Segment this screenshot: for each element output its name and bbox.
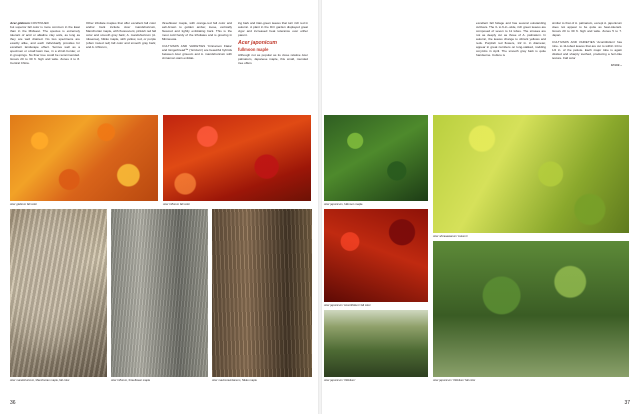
column-4-text-2: Although not as popular as its close relative Acer palmatum, Japanese maple, this small, rounded tree offers [238, 53, 308, 65]
column-1-body [10, 22, 80, 65]
column-6-varieties [552, 41, 622, 61]
photo-acer-japonicum-aconitifolium [324, 209, 428, 302]
column-4-text: ing bark and titan-green leaves that turn rich red in autumn. A plant in the Dirr garden displayed great vigor and increased heat tolerance over either parent. [238, 21, 308, 37]
column-3-varieties [162, 45, 232, 61]
caption-rest: 'Vitifolium' fall color [451, 379, 476, 382]
caption-species: Acer japonicum [433, 379, 452, 382]
caption-acer-japonicum-aconitifolium [324, 304, 430, 307]
text-column-5 [476, 22, 546, 61]
page-number-left: 36 [10, 400, 16, 406]
text-column-1 [10, 22, 80, 68]
caption-rest: fall color [179, 203, 190, 206]
page-number-right: 37 [624, 400, 630, 406]
caption-rest: , Nikko maple [240, 379, 257, 382]
caption-species: Acer maximowiczianum [212, 379, 241, 382]
caption-rest: , threeflower maple [127, 379, 151, 382]
photo-acer-japonicum-vitifolium-fall-color [433, 241, 629, 377]
caption-rest: 'Vitifolium' [342, 379, 356, 382]
column-6-text: similar to that of A. palmatum, except A. japonicum does not appear to be quite as heat-tolerant. Grows 20 to 30 ft. high and wide. Zones 5 to 7. Japan. [552, 21, 622, 37]
text-column-6 [552, 22, 622, 67]
text-column-2 [86, 22, 156, 53]
caption-acer-maximowiczianum [212, 379, 316, 382]
caption-rest: 'Aconitifolium' fall color [342, 304, 371, 307]
photo-acer-glabrum-fall-color [10, 115, 158, 201]
caption-acer-triflorum [163, 203, 313, 206]
caption-acer-japonicum-vitifolium-fall [433, 379, 631, 382]
run-in-continued: CONTINUED [30, 21, 49, 25]
column-1-text: but superior fall color is more common in the East than in the Midwest. The species is extremely tolerant of acid or alkaline clay soils, as long as they are well drained. No two specimens are exactly alike, and each individually provides for excellent landscape effect. Somva well as a specimen or small lawn tree, in a shrub border, or in groupings. No finer tree could be recommended. Grows 20 to 30 ft. high and wide. Zones 4 to 8. Central China. [10, 24, 80, 65]
caption-rest: , fullmoon maple [342, 203, 363, 206]
caption-acer-japonicum-vitifolium [324, 379, 430, 382]
caption-species: Acer triflorum [163, 203, 180, 206]
photo-acer-maximowiczianum-bark [212, 209, 312, 377]
caption-species: Acer triflorum [111, 379, 128, 382]
caption-species: Acer mandshuricum [10, 379, 35, 382]
column-2-text: Other trifoliate maples that offer excellent fall color and/or bark include Acer mandshuricum, Manchurian maple, with fluorescent, pinkish red fall color and smooth gray bark; A. mandshuricum (A. nikoense), Nikko maple, with yellow, red, or purple (often muted red) fall color and smooth gray bark; and A. triflorum, [86, 21, 156, 49]
photo-acer-japonicum-fullmoon-maple [324, 115, 428, 201]
photo-acer-shirasawanum-autumn [433, 115, 629, 233]
column-5-text: excellent fall foliage and has several outstanding cultivars. The 3- to 6-in.-wide, rich green leaves are composed of seven to 11 lobes. The sinuses are not as deeply cut as those of A. palmatum. In autumn, the leaves change to vibrant yellows and reds. Purplish red flowers, 1/2 in. in diameter, appear in great numbers on long-stalked, nodding corymbs in April. The smooth gray bark is quite handsome. Culture is [476, 21, 546, 57]
caption-species: Acer japonicum [324, 203, 343, 206]
cultivars-heading-2: CULTIVARS AND VARIETIES [552, 39, 595, 44]
photo-acer-japonicum-vitifolium [324, 310, 428, 377]
cultivars-text-2: 'Aconitifolium' has nine- to 11-lobed leaves that are cut to within 1/4 to 1/2 in. of the petiole. Each major lobe is again divided and sharply toothed, producing a fern-like texture. Fall color [552, 39, 622, 60]
spread-gutter [318, 0, 322, 414]
photo-acer-triflorum-bark [111, 209, 208, 377]
caption-rest: 'Autumn' [456, 235, 468, 238]
caption-species: Acer shirasawanum [433, 235, 457, 238]
photo-acer-mandshuricum [10, 209, 107, 377]
common-name-fullmoon-maple: fullmoon maple [238, 46, 269, 52]
text-column-3 [162, 22, 232, 64]
species-heading-acer-japonicum: Acer japonicum [238, 39, 278, 46]
photo-acer-triflorum-fall-color [163, 115, 311, 201]
run-in-species-name: Acer glabrum [10, 21, 30, 25]
caption-acer-glabrum [10, 203, 160, 206]
caption-acer-mandshuricum [10, 379, 110, 382]
caption-rest: , Manchurian maple, fall color [34, 379, 70, 382]
more-continuation-marker: MORE » [610, 62, 622, 67]
caption-species: Acer glabrum [10, 203, 27, 206]
text-column-4 [238, 22, 308, 69]
caption-species: Acer japonicum [324, 304, 343, 307]
caption-acer-shirasawanum [433, 235, 631, 238]
cultivars-heading: CULTIVARS AND VARIETIES [162, 43, 206, 48]
cultivars-text: 'Cinnamon Flake' and Gingerbread™ ('Ginzam') are beautiful hybrids between Acer griseum and A. mandshuricum with cinnamon stain exfoliat- [162, 43, 232, 60]
caption-acer-triflorum-bark [111, 379, 211, 382]
column-3-text: threeflower maple, with orange-red fall color and ash-brown to golden amber, loose, vertically fissured and tightly exfoliating bark. This is the most cold hardy of the trifoliates and is growing in Minnesota. [162, 21, 232, 41]
caption-rest: fall color [26, 203, 37, 206]
caption-acer-japonicum-fullmoon [324, 203, 430, 206]
caption-species: Acer japonicum [324, 379, 343, 382]
